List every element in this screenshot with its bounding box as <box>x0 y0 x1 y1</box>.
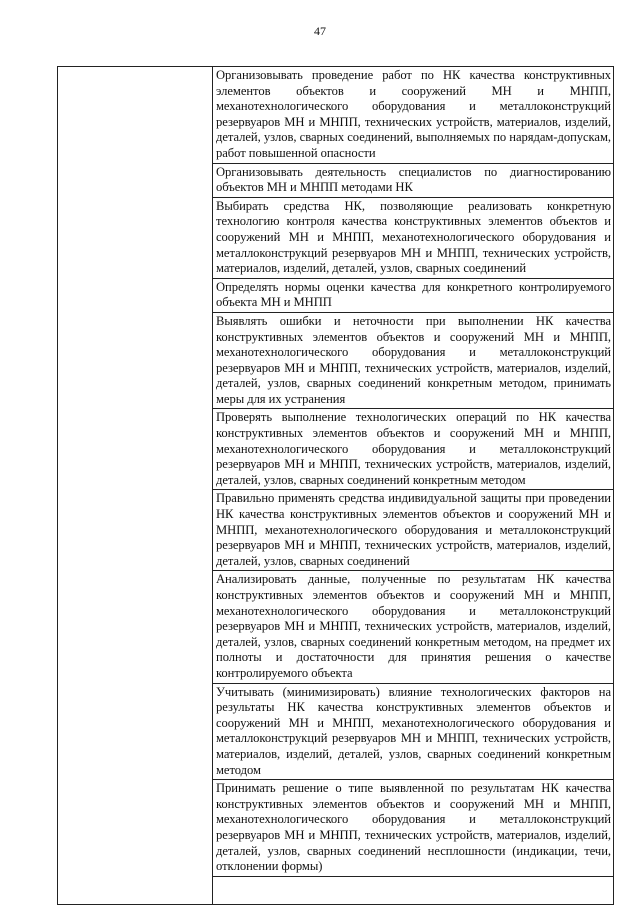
skill-item: Выявлять ошибки и неточности при выполнении НК качества конструктивных элементов объектов и сооружений МН и МНПП, механотехнологического оборудования и металлоконструкций резервуаров МН и МНПП, технических устройств, материалов, изделий, деталей, узлов, сварных соединений конкретным методом, принимать меры для их устранения <box>213 313 613 410</box>
skill-item: Определять нормы оценки качества для конкретного контролируемого объекта МН и МНПП <box>213 279 613 313</box>
skill-item: Организовывать проведение работ по НК качества конструктивных элементов объектов и сооружений МН и МНПП, механотехнологического оборудования и металлоконструкций резервуаров МН и МНПП, технических устройств, материалов, изделий, деталей, узлов, сварных соединений, выполняемых по нарядам-допускам, работ повышенной опасности <box>213 67 613 164</box>
table-row <box>58 67 614 905</box>
skills-table <box>57 66 614 905</box>
skills-column-cell <box>213 67 614 905</box>
skill-item: Принимать решение о типе выявленной по результатам НК качества конструктивных элементов объектов и сооружений МН и МНПП, механотехнологического оборудования и металлоконструкций резервуаров МН и МНПП, технических устройств, материалов, изделий, деталей, узлов, сварных соединений несплошности (индикации, течи, отклонении формы) <box>213 780 613 877</box>
skill-item: Организовывать деятельность специалистов по диагностированию объектов МН и МНПП методами НК <box>213 164 613 198</box>
skill-item: Учитывать (минимизировать) влияние технологических факторов на результаты НК качества конструктивных элементов объектов и сооружений МН и МНПП, механотехнологического оборудования и металлоконструкций резервуаров МН и МНПП, технических устройств, материалов, изделий, деталей, узлов, сварных соединений конкретным методом <box>213 684 613 781</box>
skill-item: Выбирать средства НК, позволяющие реализовать конкретную технологию контроля качества конструктивных элементов объектов и сооружений МН и МНПП, механотехнологического оборудования и металлоконструкций резервуаров МН и МНПП, технических устройств, материалов, изделий, деталей, узлов, сварных соединений <box>213 198 613 279</box>
skills-list <box>213 67 613 877</box>
skill-item: Проверять выполнение технологических операций по НК качества конструктивных элементов объектов и сооружений МН и МНПП, механотехнологического оборудования и металлоконструкций резервуаров МН и МНПП, технических устройств, материалов, изделий, деталей, узлов, сварных соединений конкретным методом <box>213 409 613 490</box>
skill-item: Анализировать данные, полученные по результатам НК качества конструктивных элементов объектов и сооружений МН и МНПП, механотехнологического оборудования и металлоконструкций резервуаров МН и МНПП, технических устройств, материалов, изделий, деталей, узлов, сварных соединений конкретным методом, на предмет их полноты и достаточности для принятия решения о качестве контролируемого объекта <box>213 571 613 683</box>
left-column-cell <box>58 67 213 905</box>
page-number: 47 <box>314 24 326 38</box>
skill-item: Правильно применять средства индивидуальной защиты при проведении НК качества конструктивных элементов объектов и сооружений МН и МНПП, механотехнологического оборудования и металлоконструкций резервуаров МН и МНПП, технических устройств, материалов, изделий, деталей, узлов, сварных соединений <box>213 490 613 571</box>
